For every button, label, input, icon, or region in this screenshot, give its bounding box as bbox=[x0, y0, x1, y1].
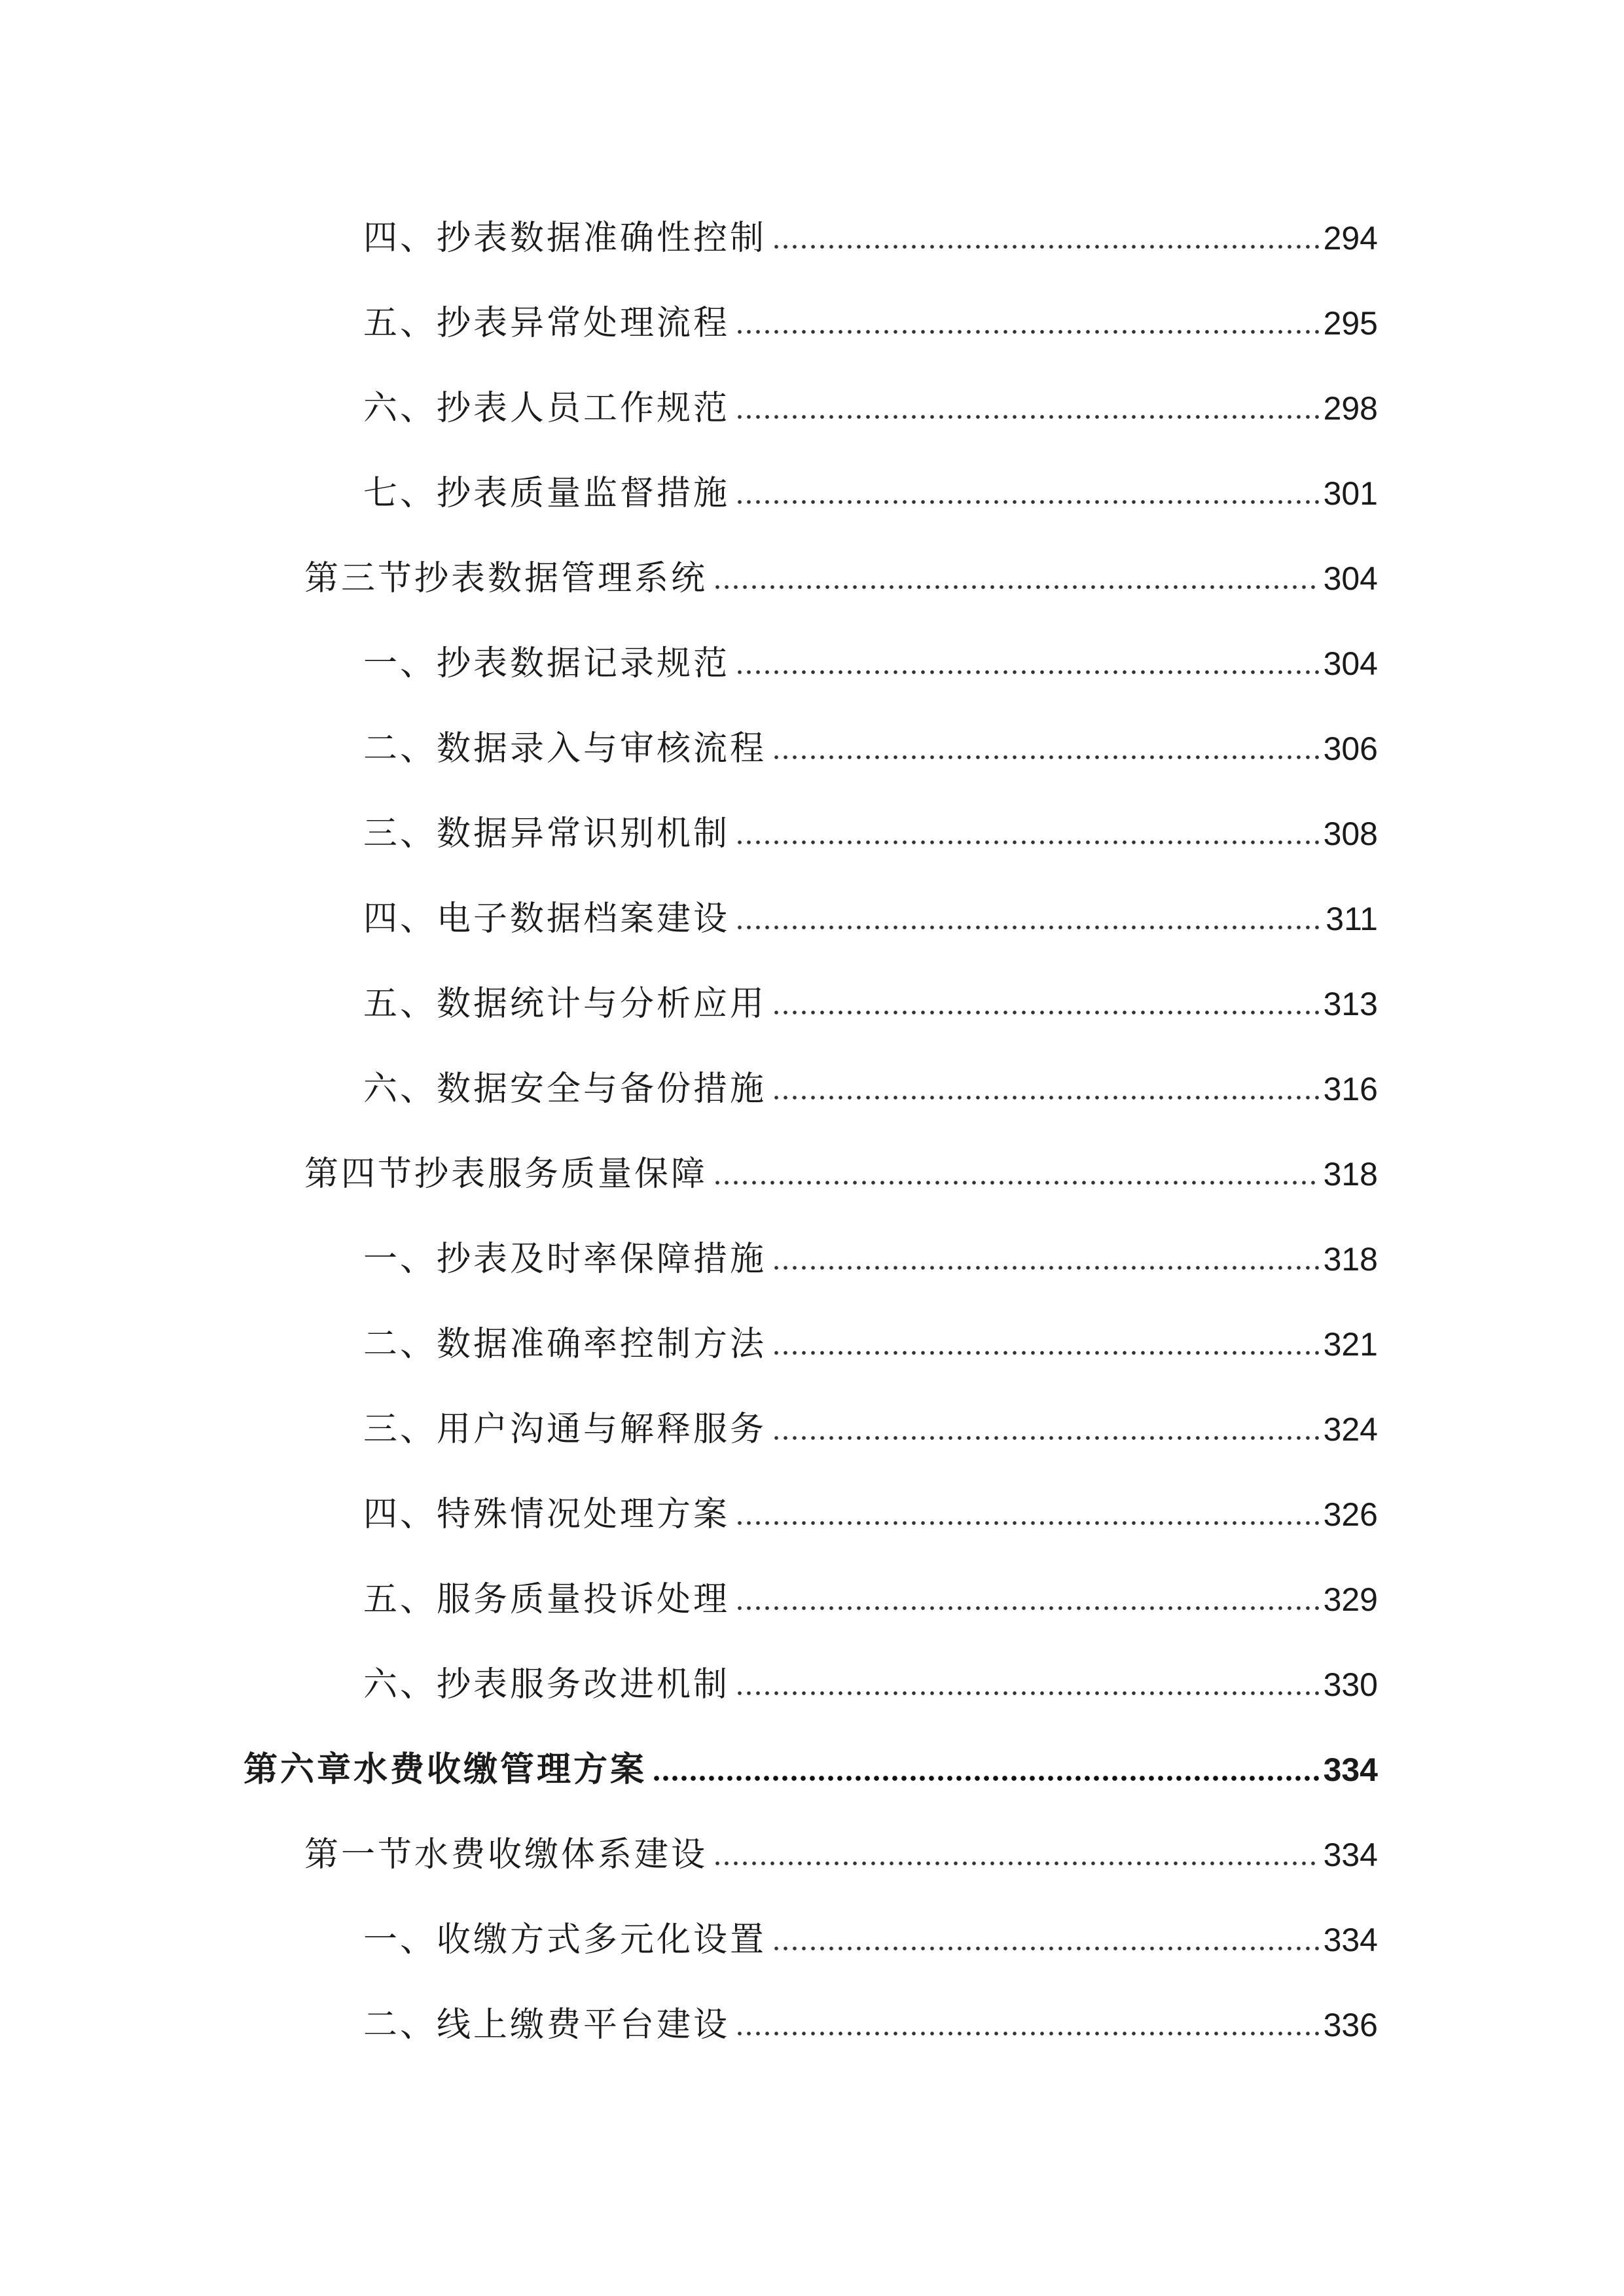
toc-dot-leader bbox=[735, 497, 1320, 507]
toc-dot-leader bbox=[772, 242, 1320, 251]
toc-dot-leader bbox=[772, 753, 1320, 762]
toc-entry-section[interactable] bbox=[304, 1147, 1378, 1202]
toc-dot-leader bbox=[772, 1263, 1320, 1272]
toc-entry-title: 二、线上缴费平台建设 bbox=[363, 2005, 731, 2045]
toc-entry-page: 321 bbox=[1323, 1326, 1378, 1363]
toc-entry-page: 308 bbox=[1323, 816, 1378, 852]
toc-entry-page: 334 bbox=[1323, 1837, 1378, 1873]
toc-entry-page: 304 bbox=[1323, 645, 1378, 682]
toc-dot-leader bbox=[652, 1774, 1320, 1783]
toc-entry-title: 第六章水费收缴管理方案 bbox=[244, 1750, 647, 1789]
toc-entry[interactable] bbox=[363, 1317, 1378, 1372]
toc-entry-page: 301 bbox=[1323, 475, 1378, 512]
toc-entry-page: 318 bbox=[1323, 1241, 1378, 1278]
toc-entry[interactable] bbox=[363, 1232, 1378, 1287]
toc-entry[interactable] bbox=[363, 1402, 1378, 1457]
toc-entry[interactable] bbox=[363, 466, 1378, 521]
toc-entry-page: 311 bbox=[1326, 901, 1378, 937]
toc-entry[interactable] bbox=[363, 1572, 1378, 1627]
toc-entry-page: 318 bbox=[1323, 1156, 1378, 1193]
toc-entry[interactable] bbox=[363, 977, 1378, 1031]
toc-entry-title: 一、收缴方式多元化设置 bbox=[363, 1920, 767, 1960]
toc-entry[interactable] bbox=[363, 891, 1378, 946]
toc-entry[interactable] bbox=[363, 381, 1378, 436]
toc-entry-title: 一、抄表及时率保障措施 bbox=[363, 1240, 767, 1279]
toc-entry-page: 329 bbox=[1323, 1581, 1378, 1618]
toc-entry-page: 313 bbox=[1323, 986, 1378, 1022]
toc-entry[interactable] bbox=[363, 211, 1378, 266]
toc-entry-title: 五、数据统计与分析应用 bbox=[363, 984, 767, 1024]
toc-entry-section[interactable] bbox=[304, 1827, 1378, 1882]
toc-dot-leader bbox=[735, 1604, 1320, 1613]
toc-entry[interactable] bbox=[363, 1487, 1378, 1542]
toc-entry-title: 六、抄表人员工作规范 bbox=[363, 389, 731, 428]
toc-entry-page: 330 bbox=[1323, 1666, 1378, 1703]
toc-dot-leader bbox=[713, 1859, 1320, 1868]
toc-entry-title: 三、用户沟通与解释服务 bbox=[363, 1410, 767, 1449]
toc-entry-title: 二、数据准确率控制方法 bbox=[363, 1325, 767, 1364]
toc-entry-title: 五、抄表异常处理流程 bbox=[363, 304, 731, 343]
toc-dot-leader bbox=[735, 838, 1320, 847]
toc-entry[interactable] bbox=[363, 721, 1378, 776]
toc-dot-leader bbox=[772, 1433, 1320, 1443]
toc-entry-section[interactable] bbox=[304, 551, 1378, 606]
toc-dot-leader bbox=[735, 412, 1320, 422]
toc-entry-page: 298 bbox=[1323, 390, 1378, 427]
toc-dot-leader bbox=[735, 1689, 1320, 1698]
toc-dot-leader bbox=[772, 1348, 1320, 1357]
toc-entry[interactable] bbox=[363, 636, 1378, 691]
toc-entry-title: 第四节抄表服务质量保障 bbox=[304, 1155, 708, 1194]
toc-entry[interactable] bbox=[363, 806, 1378, 861]
toc-entry-chapter[interactable] bbox=[244, 1742, 1378, 1797]
toc-entry-page: 326 bbox=[1323, 1496, 1378, 1533]
toc-dot-leader bbox=[735, 2029, 1320, 2038]
toc-entry[interactable] bbox=[363, 1062, 1378, 1117]
toc-entry[interactable] bbox=[363, 1912, 1378, 1967]
toc-entry-title: 五、服务质量投诉处理 bbox=[363, 1580, 731, 1619]
toc-entry-title: 第一节水费收缴体系建设 bbox=[304, 1835, 708, 1874]
toc-entry[interactable] bbox=[363, 1657, 1378, 1712]
toc-entry-page: 336 bbox=[1323, 2007, 1378, 2043]
toc-entry-title: 四、电子数据档案建设 bbox=[363, 899, 731, 939]
toc-entry-title: 七、抄表质量监督措施 bbox=[363, 474, 731, 513]
toc-entry[interactable] bbox=[363, 1998, 1378, 2053]
toc-entry-page: 316 bbox=[1323, 1071, 1378, 1107]
toc-dot-leader bbox=[735, 1518, 1320, 1528]
toc-entry-title: 六、数据安全与备份措施 bbox=[363, 1069, 767, 1109]
toc-entry-title: 六、抄表服务改进机制 bbox=[363, 1665, 731, 1704]
toc-entry-page: 334 bbox=[1323, 1922, 1378, 1958]
toc-entry-title: 四、抄表数据准确性控制 bbox=[363, 219, 767, 258]
toc-entry-page: 295 bbox=[1323, 305, 1378, 342]
toc-dot-leader bbox=[713, 583, 1320, 592]
toc-dot-leader bbox=[735, 327, 1320, 336]
toc-entry-title: 一、抄表数据记录规范 bbox=[363, 644, 731, 683]
toc-entry-title: 三、数据异常识别机制 bbox=[363, 814, 731, 853]
toc-dot-leader bbox=[772, 1093, 1320, 1102]
toc-entry-page: 334 bbox=[1323, 1751, 1378, 1788]
toc-entry-page: 324 bbox=[1323, 1411, 1378, 1448]
toc-entry-title: 二、数据录入与审核流程 bbox=[363, 729, 767, 768]
toc-entry-title: 第三节抄表数据管理系统 bbox=[304, 559, 708, 598]
toc-entry-page: 304 bbox=[1323, 560, 1378, 597]
toc-dot-leader bbox=[772, 1008, 1320, 1017]
toc-entry[interactable] bbox=[363, 296, 1378, 351]
toc-entry-page: 294 bbox=[1323, 220, 1378, 257]
toc-entry-page: 306 bbox=[1323, 730, 1378, 767]
toc-dot-leader bbox=[713, 1178, 1320, 1187]
toc-dot-leader bbox=[735, 923, 1322, 932]
toc-dot-leader bbox=[735, 668, 1320, 677]
toc-dot-leader bbox=[772, 1944, 1320, 1953]
toc-entry-title: 四、特殊情况处理方案 bbox=[363, 1495, 731, 1534]
